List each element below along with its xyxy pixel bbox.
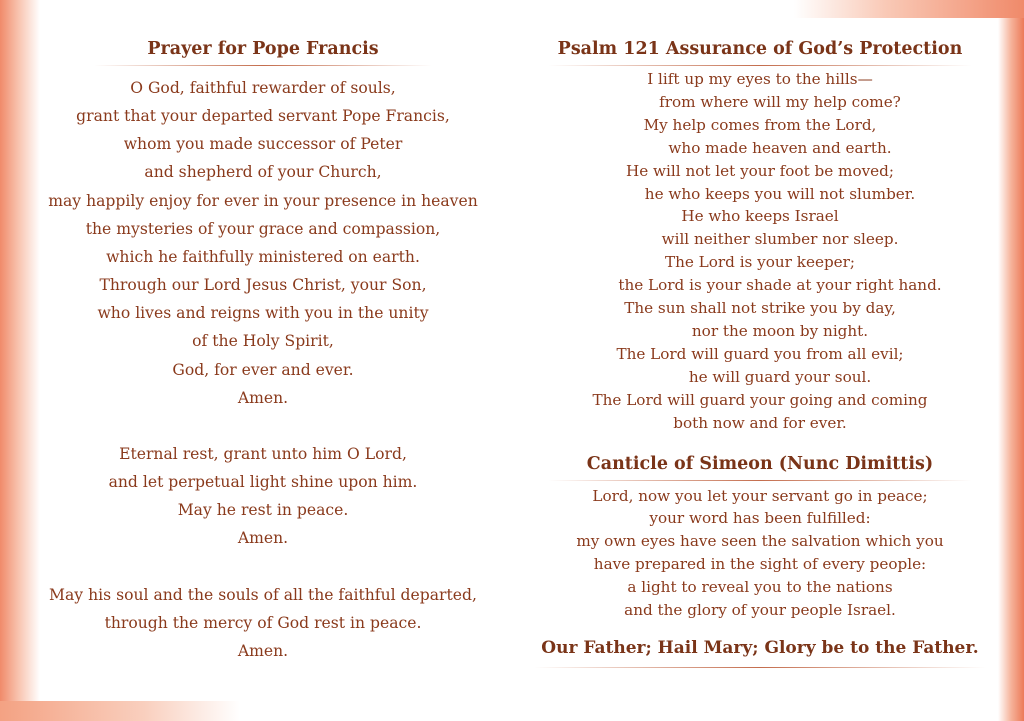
psalm-line: The Lord is your keeper;	[664, 253, 856, 272]
prayer-line: the mysteries of your grace and compassion,	[85, 219, 441, 238]
psalm-line: The sun shall not strike you by day,	[624, 299, 896, 318]
prayer-line: who lives and reigns with you in the unity	[97, 304, 429, 323]
prayer-amen: Amen.	[237, 388, 289, 407]
prayer-line: O God, faithful rewarder of souls,	[130, 79, 396, 97]
rest-line: and let perpetual light shine upon him.	[108, 473, 418, 492]
prayer-line: and shepherd of your Church,	[144, 163, 382, 182]
psalm-line: The Lord will guard you from all evil;	[616, 344, 904, 363]
canticle-line: your word has been fulfilled:	[649, 509, 871, 528]
canticle-line: a light to reveal you to the nations	[627, 578, 893, 597]
prayer-line: may happily enjoy for ever in your presence in heaven	[48, 191, 478, 210]
souls-line: through the mercy of God rest in peace.	[104, 613, 422, 632]
psalm-line: he will guard your soul.	[688, 367, 872, 386]
rest-line: Eternal rest, grant unto him O Lord,	[119, 445, 407, 464]
canticle-line: my own eyes have seen the salvation which you	[576, 532, 944, 551]
psalm-line: both now and for ever.	[673, 413, 847, 432]
psalm-line: I lift up my eyes to the hills—	[647, 70, 873, 88]
closing-prayers: Our Father; Hail Mary; Glory be to the Father.	[534, 634, 986, 668]
psalm-line: he who keeps you will not slumber.	[644, 184, 916, 203]
canticle-title: Canticle of Simeon (Nunc Dimittis)	[534, 451, 986, 481]
left-column	[40, 36, 486, 665]
bottom-border-decoration	[0, 701, 240, 721]
eternal-rest-text	[40, 440, 486, 553]
top-border-decoration	[794, 0, 1024, 18]
psalm-title: Psalm 121 Assurance of God’s Protection	[534, 36, 986, 66]
psalm-line: nor the moon by night.	[691, 321, 869, 340]
rest-amen: Amen.	[237, 529, 289, 548]
prayer-line: whom you made successor of Peter	[123, 135, 403, 154]
souls-amen: Amen.	[237, 642, 289, 661]
faithful-departed-text	[40, 581, 486, 665]
psalm-text	[534, 68, 986, 435]
prayer-text	[40, 74, 486, 412]
left-border-decoration	[0, 0, 40, 721]
canticle-text	[534, 485, 986, 622]
prayer-line: of the Holy Spirit,	[192, 332, 334, 351]
canticle-line: and the glory of your people Israel.	[624, 601, 896, 620]
psalm-line: the Lord is your shade at your right hand.	[618, 276, 942, 295]
psalm-line: who made heaven and earth.	[668, 138, 892, 157]
souls-line: May his soul and the souls of all the faithful departed,	[49, 585, 477, 604]
right-column	[534, 36, 986, 668]
prayer-title: Prayer for Pope Francis	[40, 36, 486, 66]
right-border-decoration	[998, 0, 1024, 721]
psalm-line: The Lord will guard your going and coming	[592, 390, 928, 409]
psalm-line: He who keeps Israel	[681, 207, 839, 226]
prayer-line: grant that your departed servant Pope Francis,	[76, 107, 450, 126]
canticle-line: have prepared in the sight of every people:	[593, 555, 927, 574]
prayer-line: God, for ever and ever.	[172, 360, 354, 379]
psalm-line: from where will my help come?	[659, 92, 901, 111]
psalm-line: My help comes from the Lord,	[643, 115, 877, 134]
prayer-line: which he faithfully ministered on earth.	[106, 247, 420, 266]
canticle-line: Lord, now you let your servant go in peace;	[592, 486, 928, 505]
psalm-line: He will not let your foot be moved;	[625, 161, 894, 180]
prayer-line: Through our Lord Jesus Christ, your Son,	[99, 276, 427, 295]
psalm-line: will neither slumber nor sleep.	[661, 230, 899, 249]
rest-line: May he rest in peace.	[177, 501, 349, 520]
